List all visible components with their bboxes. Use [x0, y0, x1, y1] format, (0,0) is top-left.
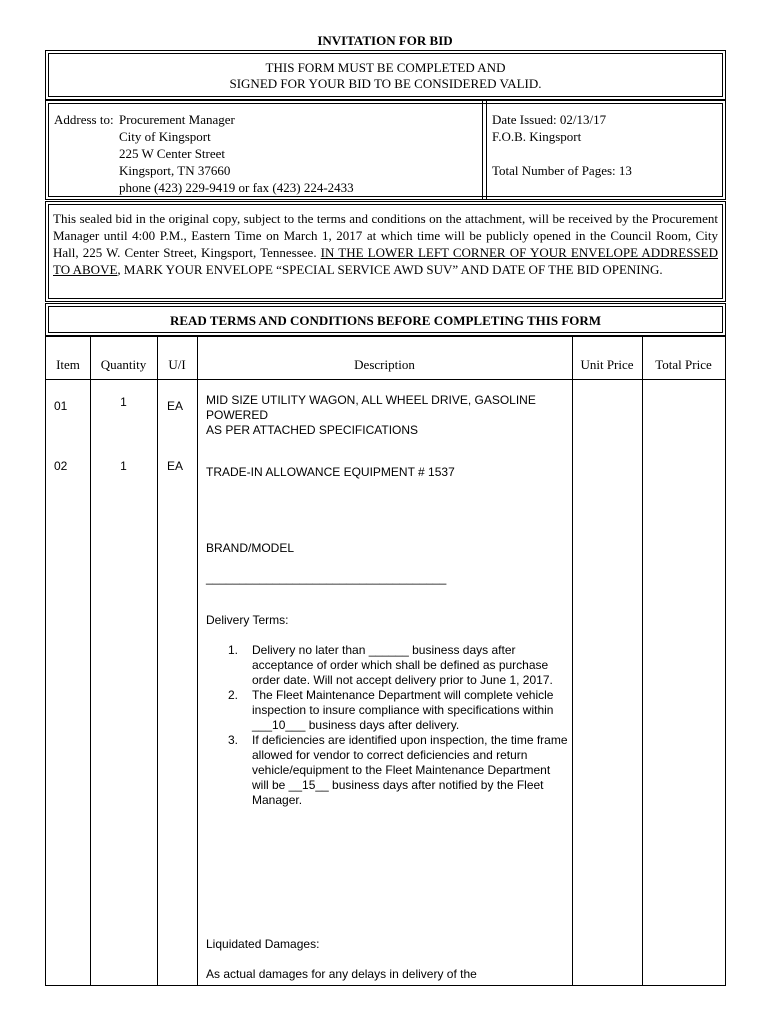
address-line: Kingsport, TN 37660 [119, 163, 231, 178]
sealed-underlined: IN THE LOWER LEFT CORNER OF YOUR ENVELOPE ADDRESSED TO ABOVE [53, 245, 718, 277]
date-issued: Date Issued: 02/13/17 [492, 112, 607, 127]
delivery-term-text: Delivery no later than ______ business days after acceptance of order which shall be defined as purchase order date. Will not accept delivery prior to June 1, 2017. [252, 643, 553, 687]
fob: F.O.B. Kingsport [492, 129, 582, 144]
row-1-ui: EA [167, 399, 184, 413]
notice-box [45, 50, 726, 100]
delivery-term-item [228, 688, 568, 733]
notice-line-2: SIGNED FOR YOUR BID TO BE CONSIDERED VALID. [229, 76, 542, 91]
row-1-description [206, 393, 568, 438]
row-1-quantity: 1 [120, 395, 127, 409]
address-label: Address to: [54, 112, 114, 127]
header-quantity: Quantity [100, 357, 147, 372]
document-title: INVITATION FOR BID [317, 33, 453, 48]
sealed-bid-text [53, 210, 718, 278]
delivery-terms-list [228, 643, 568, 808]
brand-model-blank: ____________________________________ [206, 571, 447, 585]
delivery-term-item [228, 643, 568, 688]
liquidated-damages-text: As actual damages for any delays in delivery of the [206, 967, 477, 981]
row-1-item: 01 [54, 399, 68, 413]
delivery-term-text: If deficiencies are identified upon inspection, the time frame allowed for vendor to correct deficiencies and return vehicle/equipment to the Fleet Maintenance Department will be __15__ business days after notified by the Fleet Manager. [252, 733, 568, 807]
header-total-price: Total Price [655, 357, 712, 372]
delivery-term-text: The Fleet Maintenance Department will complete vehicle inspection to insure compliance with specifications within ___10___ business days after delivery. [252, 688, 554, 732]
delivery-term-number: 1. [228, 643, 239, 657]
row-2-description: TRADE-IN ALLOWANCE EQUIPMENT # 1537 [206, 465, 455, 479]
row-2-item: 02 [54, 459, 68, 473]
row-2-quantity: 1 [120, 459, 127, 473]
notice-line-1: THIS FORM MUST BE COMPLETED AND [265, 60, 506, 75]
row-1-description-line: POWERED [206, 408, 269, 422]
delivery-term-item [228, 733, 568, 808]
address-box [45, 100, 726, 200]
header-ui: U/I [168, 357, 186, 372]
sealed-bid-box [45, 201, 726, 302]
terms-heading: READ TERMS AND CONDITIONS BEFORE COMPLETING THIS FORM [169, 313, 602, 328]
bid-table [45, 336, 726, 986]
total-pages: Total Number of Pages: 13 [492, 163, 632, 178]
row-1-description-line: MID SIZE UTILITY WAGON, ALL WHEEL DRIVE, GASOLINE [206, 393, 536, 407]
sealed-text-part: This sealed bid in the original copy, subject to the terms and conditions on the attachment, will be received by the Procurement Manager until 4:00 P.M., Eastern Time on March 1, 2017 at which time will be publicly opened in the Council Room, City Hall, 225 W. Center Street, Kingsport, Tennessee. [53, 211, 718, 260]
header-item: Item [56, 357, 80, 372]
address-line: phone (423) 229-9419 or fax (423) 224-2433 [119, 180, 354, 195]
header-unit-price: Unit Price [580, 357, 634, 372]
terms-box [45, 303, 726, 336]
row-2-ui: EA [167, 459, 184, 473]
delivery-terms-label: Delivery Terms: [206, 613, 289, 627]
address-line: City of Kingsport [119, 129, 211, 144]
delivery-term-number: 2. [228, 688, 239, 702]
liquidated-damages-label: Liquidated Damages: [206, 937, 320, 951]
header-description: Description [354, 357, 415, 372]
bid-meta [492, 111, 632, 179]
address-block [54, 111, 354, 196]
row-1-description-line: AS PER ATTACHED SPECIFICATIONS [206, 423, 419, 437]
notice-text [46, 60, 725, 92]
address-line: Procurement Manager [119, 112, 235, 127]
brand-model-label: BRAND/MODEL [206, 541, 295, 555]
sealed-text-after: , MARK YOUR ENVELOPE “SPECIAL SERVICE AWD SUV” AND DATE OF THE BID OPENING. [117, 262, 663, 277]
delivery-term-number: 3. [228, 733, 239, 747]
address-line: 225 W Center Street [119, 146, 226, 161]
